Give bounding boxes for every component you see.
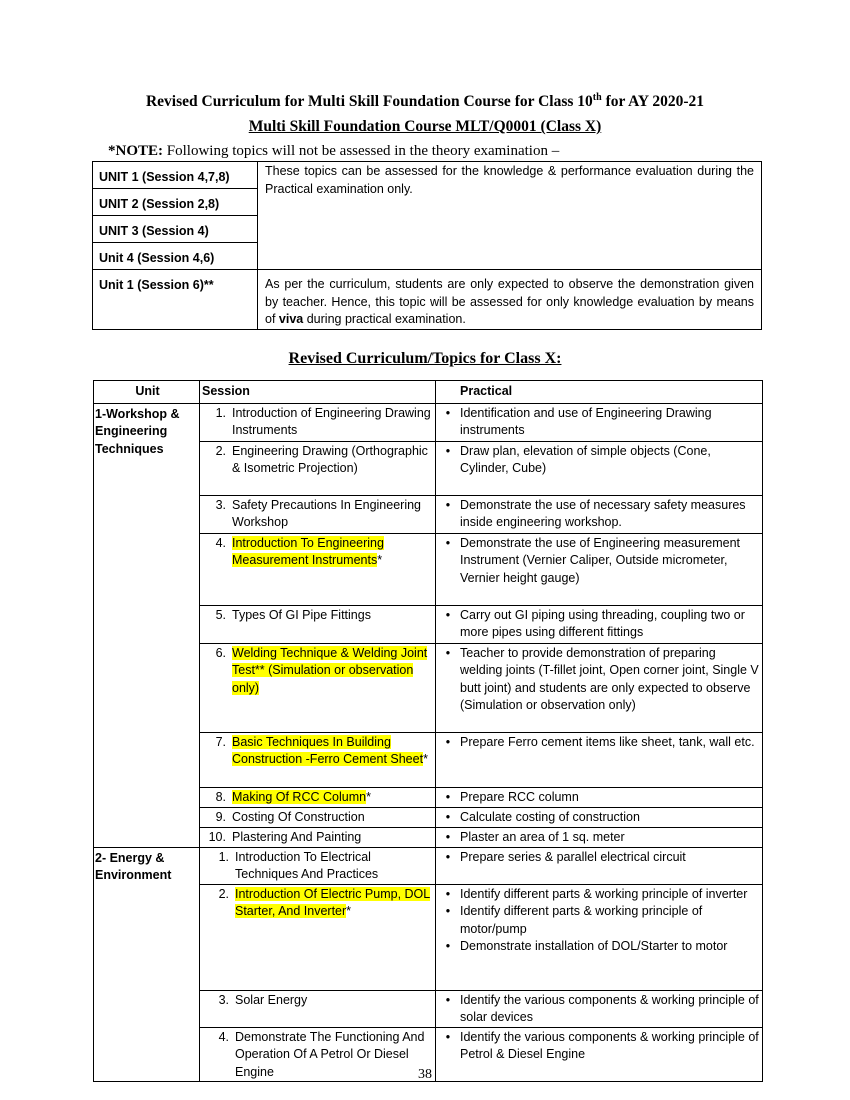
session-title: Demonstrate The Functioning And Operation Of A Petrol Or Diesel Engine [235, 1030, 425, 1079]
practical-item [436, 497, 760, 532]
practical-item [436, 992, 760, 1027]
session-number: 10. [208, 830, 226, 844]
bullet-icon: • [445, 904, 451, 919]
session-number: 1. [215, 406, 226, 420]
practical-text: Demonstrate the use of Engineering measurement Instrument (Vernier Caliper, Outside micrometer, Vernier height gauge) [460, 536, 741, 585]
session-title-wrap [232, 809, 433, 826]
session-cell [200, 644, 436, 733]
page-number: 38 [418, 1067, 432, 1082]
practical-item [436, 789, 760, 806]
bullet-icon: • [445, 887, 451, 901]
session-title: Making Of RCC Column [232, 790, 367, 804]
practical-cell [436, 644, 763, 733]
session-number: 3. [215, 498, 226, 512]
session-cell [200, 788, 436, 808]
practical-text: Prepare RCC column [460, 790, 579, 804]
session-number: 4. [215, 536, 226, 550]
session-number: 6. [215, 646, 226, 660]
curriculum-header-row [94, 381, 763, 404]
practical-cell [436, 404, 763, 442]
practical-text: Prepare series & parallel electrical circuit [460, 850, 686, 864]
practical-text: Calculate costing of construction [460, 810, 640, 824]
practical-item [436, 443, 760, 478]
practical-cell [436, 991, 763, 1028]
practical-text: Prepare Ferro cement items like sheet, tank, wall etc. [460, 735, 755, 749]
session-title-wrap [232, 405, 433, 440]
session-cell [200, 991, 436, 1028]
practical-cell [436, 442, 763, 496]
bullet-icon: • [445, 646, 451, 660]
bullet-icon: • [445, 735, 451, 749]
practical-cell [436, 808, 763, 828]
bullet-icon: • [445, 406, 451, 420]
practical-item [436, 607, 760, 642]
note-text: Following topics will not be assessed in the theory examination – [163, 143, 560, 159]
session-title-wrap [232, 645, 433, 697]
session-title: Introduction Of Electric Pump, DOL Starter, And Inverter [235, 887, 431, 919]
practical-item [436, 829, 760, 846]
section-heading: Revised Curriculum/Topics for Class X: [288, 350, 562, 367]
session-cell [200, 828, 436, 848]
bullet-icon: • [445, 444, 451, 458]
excluded-unit: UNIT 1 (Session 4,7,8) [93, 162, 258, 189]
session-title-wrap [232, 829, 433, 846]
session-number: 1. [218, 850, 229, 864]
session-title-wrap [232, 607, 433, 624]
session-cell [200, 534, 436, 606]
practical-item [436, 734, 760, 751]
session-title: Welding Technique & Welding Joint Test** (Simulation or observation only) [232, 646, 428, 695]
excluded-unit: UNIT 3 (Session 4) [93, 216, 258, 243]
bullet-icon: • [445, 536, 451, 550]
session-number: 7. [215, 735, 226, 749]
session-number: 5. [215, 608, 226, 622]
bullet-icon: • [445, 830, 451, 844]
session-number: 9. [215, 810, 226, 824]
session-cell [200, 606, 436, 644]
session-title-wrap [232, 443, 433, 478]
session-title: Engineering Drawing (Orthographic & Isometric Projection) [232, 444, 428, 476]
bullet-icon: • [445, 810, 451, 824]
unit-name: 2- Energy & Environment [94, 848, 200, 1082]
curriculum-table [93, 380, 763, 1082]
session-assessment-mark: * [366, 790, 371, 804]
practical-cell [436, 733, 763, 788]
practical-cell [436, 534, 763, 606]
excluded-unit: UNIT 2 (Session 2,8) [93, 189, 258, 216]
practical-item [436, 535, 760, 587]
session-cell [200, 442, 436, 496]
practical-cell [436, 885, 763, 991]
practical-item [436, 903, 760, 938]
bullet-icon: • [445, 608, 451, 622]
practical-cell [436, 606, 763, 644]
practical-text: Demonstrate the use of necessary safety measures inside engineering workshop. [460, 498, 746, 530]
practical-text: Identify different parts & working principle of motor/pump [460, 904, 703, 936]
practical-text: Demonstrate installation of DOL/Starter to motor [460, 938, 728, 953]
session-title: Solar Energy [235, 993, 308, 1007]
viva-unit: Unit 1 (Session 6)** [93, 270, 258, 330]
session-number: 4. [218, 1030, 229, 1044]
document-subtitle: Multi Skill Foundation Course MLT/Q0001 (Class X) [248, 118, 602, 135]
session-title: Plastering And Painting [232, 830, 362, 844]
document-title: Revised Curriculum for Multi Skill Foundation Course for Class 10th for AY 2020-21 [145, 92, 705, 111]
practical-text: Identify different parts & working principle of inverter [460, 887, 748, 901]
practical-text: Teacher to provide demonstration of preparing welding joints (T-fillet joint, Open corner joint, Single V butt joint) and students are only expected to observe (Simulation or observation only) [460, 646, 759, 712]
session-cell [200, 733, 436, 788]
note-label: *NOTE: [108, 143, 164, 159]
session-title-wrap [232, 497, 433, 532]
session-title-wrap [235, 992, 433, 1009]
bullet-icon: • [445, 1030, 451, 1044]
practical-item [436, 849, 760, 866]
excluded-topics-table [92, 161, 762, 330]
practical-cell [436, 848, 763, 885]
session-number: 3. [218, 993, 229, 1007]
practical-item [436, 645, 760, 714]
session-cell [200, 496, 436, 534]
practical-cell [436, 828, 763, 848]
viva-description: As per the curriculum, students are only expected to observe the demonstration given by teacher. Hence, this topic will be assessed for only knowledge evaluation by means of viva during practical examination. [258, 270, 762, 330]
practical-text: Plaster an area of 1 sq. meter [460, 830, 625, 844]
session-title-wrap [235, 849, 433, 884]
practical-cell [436, 496, 763, 534]
session-title-wrap [232, 535, 433, 570]
bullet-icon: • [445, 850, 451, 864]
session-title-wrap [232, 789, 433, 806]
practical-item [436, 809, 760, 826]
session-title-wrap [235, 886, 433, 921]
session-cell [200, 885, 436, 991]
session-title: Safety Precautions In Engineering Workshop [232, 498, 422, 530]
bullet-icon: • [445, 790, 451, 804]
session-title: Introduction of Engineering Drawing Instruments [232, 406, 431, 438]
session-title: Introduction To Electrical Techniques And Practices [235, 850, 379, 882]
practical-text: Identification and use of Engineering Drawing instruments [460, 406, 712, 438]
practical-column-header: Practical [436, 381, 763, 404]
session-assessment-mark: * [377, 553, 383, 568]
curriculum-row [94, 404, 763, 442]
session-title-wrap [232, 734, 433, 769]
session-cell [200, 404, 436, 442]
session-number: 2. [215, 444, 226, 458]
session-title: Basic Techniques In Building Construction -Ferro Cement Sheet [232, 735, 424, 767]
practical-text: Identify the various components & working principle of solar devices [460, 993, 759, 1025]
practical-cell [436, 788, 763, 808]
session-number: 8. [215, 790, 226, 804]
practical-only-description: These topics can be assessed for the knowledge & performance evaluation during the Practical examination only. [258, 162, 762, 270]
bullet-icon: • [445, 993, 451, 1007]
practical-text: Identify the various components & working principle of Petrol & Diesel Engine [460, 1030, 759, 1062]
practical-item [436, 1029, 760, 1064]
practical-text: Carry out GI piping using threading, coupling two or more pipes using different fittings [460, 608, 745, 640]
bullet-icon: • [445, 498, 451, 512]
practical-item [436, 938, 760, 955]
session-assessment-mark: * [423, 752, 428, 767]
assessment-note [108, 143, 559, 160]
session-title: Costing Of Construction [232, 810, 365, 824]
bullet-icon: • [445, 938, 451, 953]
session-title: Introduction To Engineering Measurement Instruments [232, 536, 384, 568]
curriculum-row [94, 848, 763, 885]
practical-item [436, 405, 760, 440]
practical-text: Draw plan, elevation of simple objects (Cone, Cylinder, Cube) [460, 444, 711, 476]
practical-item [436, 886, 760, 903]
session-column-header: Session [200, 381, 436, 404]
excluded-unit: Unit 4 (Session 4,6) [93, 243, 258, 270]
session-number: 2. [218, 887, 229, 901]
session-cell [200, 808, 436, 828]
session-title: Types Of GI Pipe Fittings [232, 608, 371, 622]
unit-name: 1-Workshop & Engineering Techniques [94, 404, 200, 848]
unit-column-header: Unit [94, 381, 200, 404]
session-cell [200, 848, 436, 885]
session-assessment-mark: * [346, 904, 352, 919]
